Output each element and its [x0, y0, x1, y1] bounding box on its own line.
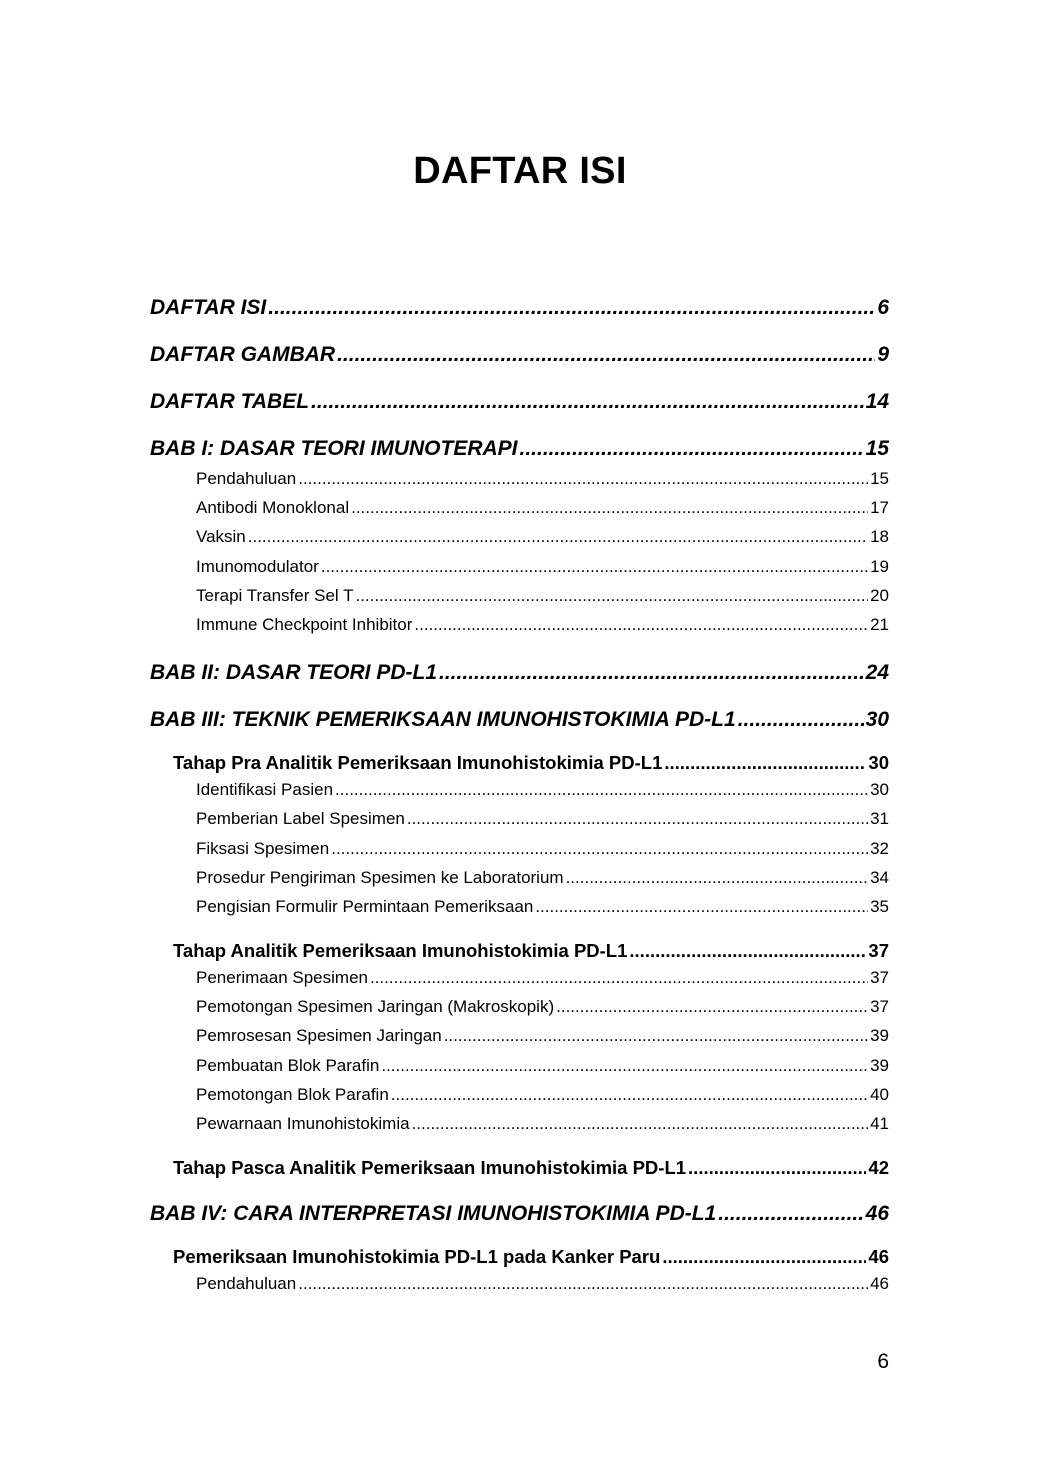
toc-entry-page: 39 [870, 1026, 889, 1046]
toc-entry-label: Vaksin [196, 527, 246, 547]
toc-dot-leader [412, 1114, 869, 1134]
toc-entry[interactable] [150, 437, 889, 467]
toc-entry-label: Tahap Pra Analitik Pemeriksaan Imunohistokimia PD-L1 [173, 752, 663, 774]
toc-entry[interactable] [196, 615, 889, 644]
toc-entry-label: Immune Checkpoint Inhibitor [196, 614, 413, 634]
toc-entry[interactable] [196, 809, 889, 838]
toc-entry-label: DAFTAR GAMBAR [150, 343, 336, 366]
toc-dot-leader [355, 586, 868, 606]
page-number: 6 [877, 1350, 889, 1373]
toc-dot-leader [566, 868, 869, 888]
toc-entry-page: 37 [868, 940, 889, 962]
toc-entry-label: Identifikasi Pasien [196, 780, 334, 800]
toc-entry-label: BAB IV: CARA INTERPRETASI IMUNOHISTOKIMIA PD-L1 [150, 1202, 717, 1226]
toc-entry[interactable] [150, 390, 889, 420]
toc-entry-page: 18 [870, 527, 889, 547]
toc-entry-page: 40 [870, 1084, 889, 1104]
toc-entry[interactable] [196, 839, 889, 868]
toc-entry[interactable] [150, 1202, 889, 1232]
page-title: DAFTAR ISI [413, 150, 627, 192]
toc-dot-leader [407, 809, 868, 829]
toc-entry-label: Tahap Pasca Analitik Pemeriksaan Imunohistokimia PD-L1 [173, 1157, 687, 1179]
toc-entry-label: Pendahuluan [196, 469, 297, 488]
toc-dot-leader [381, 1056, 868, 1076]
toc-dot-leader [298, 469, 868, 489]
toc-entry-page: 30 [870, 780, 889, 800]
toc-entry-page: 39 [870, 1055, 889, 1075]
toc-entry-page: 30 [868, 752, 889, 774]
toc-entry[interactable] [196, 868, 889, 897]
toc-dot-leader [337, 343, 875, 367]
toc-entry-label: Penerimaan Spesimen [196, 968, 368, 988]
toc-dot-leader [439, 661, 864, 685]
toc-entry-label: DAFTAR TABEL [150, 390, 310, 413]
toc-entry-label: Fiksasi Spesimen [196, 838, 330, 858]
toc-entry-page: 46 [865, 1202, 889, 1226]
toc-entry-page: 37 [870, 968, 889, 988]
toc-entry-label: Pemberian Label Spesimen [196, 809, 405, 829]
toc-entry-label: Tahap Analitik Pemeriksaan Imunohistokimia PD-L1 [173, 940, 628, 962]
toc-entry-page: 14 [865, 390, 889, 413]
toc-entry[interactable] [196, 1026, 889, 1055]
toc-dot-leader [688, 1157, 866, 1179]
toc-entry-page: 15 [870, 469, 889, 488]
toc-dot-leader [718, 1202, 863, 1226]
toc-entry[interactable] [196, 498, 889, 527]
toc-entry-page: 15 [865, 437, 889, 460]
toc-entry-label: Prosedur Pengiriman Spesimen ke Laboratorium [196, 867, 564, 887]
toc-entry-label: Pemeriksaan Imunohistokimia PD-L1 pada Kanker Paru [173, 1246, 661, 1268]
toc-entry[interactable] [196, 1085, 889, 1114]
toc-dot-leader [629, 940, 866, 962]
toc-entry-page: 24 [865, 661, 889, 685]
toc-entry[interactable] [196, 1056, 889, 1085]
toc-dot-leader [335, 780, 868, 800]
toc-dot-leader [311, 390, 864, 414]
toc-entry-label: Pengisian Formulir Permintaan Pemeriksaan [196, 896, 534, 916]
toc-dot-leader [520, 437, 864, 461]
toc-dot-leader [370, 968, 868, 988]
toc-dot-leader [321, 557, 868, 577]
toc-entry[interactable] [150, 343, 889, 373]
toc-entry-label: Pendahuluan [196, 1274, 297, 1294]
table-of-contents [150, 296, 889, 1303]
toc-entry-label: Pemotongan Spesimen Jaringan (Makroskopik) [196, 997, 555, 1017]
toc-entry[interactable] [196, 1274, 889, 1303]
toc-entry[interactable] [196, 469, 889, 498]
toc-entry[interactable] [173, 1157, 889, 1185]
toc-entry-page: 30 [865, 708, 889, 732]
toc-dot-leader [662, 1246, 866, 1268]
toc-entry-page: 21 [870, 614, 889, 634]
toc-entry[interactable] [196, 897, 889, 926]
toc-dot-leader [391, 1085, 868, 1105]
toc-entry-page: 35 [870, 896, 889, 916]
toc-entry[interactable] [196, 968, 889, 997]
toc-entry-page: 34 [870, 867, 889, 887]
toc-entry-label: Pemrosesan Spesimen Jaringan [196, 1026, 442, 1046]
toc-entry-page: 32 [870, 838, 889, 858]
toc-dot-leader [298, 1274, 868, 1294]
toc-entry-label: Pemotongan Blok Parafin [196, 1084, 389, 1104]
toc-entry-label: BAB III: TEKNIK PEMERIKSAAN IMUNOHISTOKIMIA PD-L1 [150, 708, 736, 732]
toc-entry-page: 41 [870, 1114, 889, 1133]
toc-entry-label: BAB I: DASAR TEORI IMUNOTERAPI [150, 437, 518, 460]
toc-entry[interactable] [173, 752, 889, 780]
toc-dot-leader [535, 897, 868, 917]
toc-entry-label: DAFTAR ISI [150, 296, 267, 319]
toc-entry-page: 9 [877, 343, 889, 366]
toc-dot-leader [248, 527, 868, 547]
toc-entry-label: Imunomodulator [196, 556, 319, 576]
toc-entry[interactable] [196, 780, 889, 809]
toc-entry-page: 46 [870, 1274, 889, 1294]
toc-entry-page: 20 [870, 585, 889, 605]
toc-entry-label: BAB II: DASAR TEORI PD-L1 [150, 661, 438, 685]
toc-dot-leader [331, 839, 868, 859]
toc-entry-label: Terapi Transfer Sel T [196, 585, 354, 605]
toc-entry-page: 42 [868, 1157, 889, 1179]
toc-entry-page: 6 [877, 296, 889, 319]
toc-dot-leader [351, 498, 868, 518]
toc-entry[interactable] [196, 1114, 889, 1143]
toc-entry-page: 46 [868, 1246, 889, 1268]
toc-entry[interactable] [196, 527, 889, 556]
toc-entry[interactable] [173, 940, 889, 968]
toc-entry[interactable] [150, 708, 889, 738]
toc-entry[interactable] [196, 997, 889, 1026]
toc-entry[interactable] [196, 557, 889, 586]
toc-entry-label: Pewarnaan Imunohistokimia [196, 1114, 410, 1133]
toc-dot-leader [664, 752, 866, 774]
toc-entry-label: Pembuatan Blok Parafin [196, 1055, 380, 1075]
toc-entry[interactable] [150, 661, 889, 691]
toc-entry-page: 37 [870, 997, 889, 1017]
toc-dot-leader [556, 997, 868, 1017]
toc-dot-leader [444, 1026, 868, 1046]
toc-dot-leader [738, 708, 864, 732]
toc-dot-leader [268, 296, 875, 320]
toc-entry[interactable] [150, 296, 889, 326]
toc-entry-page: 17 [870, 498, 889, 518]
toc-entry-page: 31 [870, 809, 889, 829]
toc-entry[interactable] [196, 586, 889, 615]
toc-entry-page: 19 [870, 556, 889, 576]
toc-entry[interactable] [173, 1246, 889, 1274]
toc-dot-leader [414, 615, 868, 635]
toc-entry-label: Antibodi Monoklonal [196, 498, 350, 518]
